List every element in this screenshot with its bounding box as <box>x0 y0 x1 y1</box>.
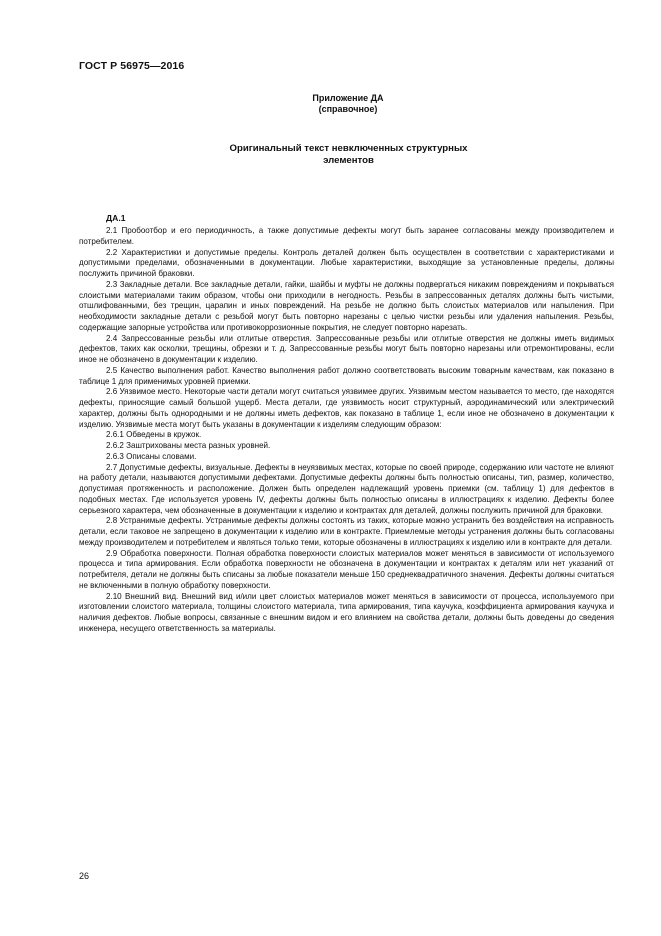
paragraph-2-6-2: 2.6.2 Заштрихованы места разных уровней. <box>106 441 271 450</box>
title-line-2: элементов <box>323 155 374 166</box>
page-title <box>0 143 661 167</box>
paragraph-2-1: 2.1 Пробоотбор и его периодичность, а также допустимые дефекты могут быть заранее согласованы между производителем и потребителем. <box>79 226 614 246</box>
paragraph-2-10: 2.10 Внешний вид. Внешний вид и/или цвет слоистых материалов может меняться в зависимости от процесса, используемого при изготовлении слоистого материала, толщины слоистого материала, типа армирования, типа каучука, коэффициента армирования каучука и наличия дефектов. Любые вопросы, связанные с внешним видом и его влиянием на свойства детали, должны быть доведены до сведения инженера, несущего ответственность за материалы. <box>79 591 614 633</box>
document-id: ГОСТ Р 56975—2016 <box>79 60 185 72</box>
paragraph-2-6-1: 2.6.1 Обведены в кружок. <box>106 430 202 440</box>
page-number: 26 <box>79 871 90 881</box>
paragraph-2-3: 2.3 Закладные детали. Все закладные детали, гайки, шайбы и муфты не должны подвергаться никаким повреждениям и покрываться слоистыми материалами таким образом, чтобы они приходили в негодность. Резьбы в запрессованных деталях должны быть чистыми, отшлифованными, без трещин, царапин и иных повреждений. На резьбе не должно быть слоистых материалов или напыления. При необходимости закладные детали с резьбой могут быть повторно нарезаны с целью чистки резьбы или удаления напыления. Резьбы, содержащие запорные устройства или противокоррозионные покрытия, не следует повторно нарезать. <box>79 279 614 332</box>
paragraph-2-8: 2.8 Устранимые дефекты. Устранимые дефекты должны состоять из таких, которые можно устранить без воздействия на исправность детали, если таковое не запрещено в документации к изделию или в контракте. Приемлемые методы устранения должны быть согласованы между производителем и потребителем и являться только теми, которые обозначены в иллюстрациях к изделию или в контракте для детали. <box>79 516 614 547</box>
paragraph-2-5: 2.5 Качество выполнения работ. Качество выполнения работ должно соответствовать высоким товарным качествам, как показано в таблице 1 для применимых уровней приемки. <box>79 365 614 386</box>
title-line-1: Оригинальный текст невключенных структурных <box>229 143 468 154</box>
body-text <box>79 226 614 635</box>
paragraph-2-6: 2.6 Уязвимое место. Некоторые части детали могут считаться уязвимее других. Уязвимым местом называется то место, где находятся дефекты, приносящие самый большой ущерб. Места детали, где уязвимость носит структурный, аэродинамический или электрический характер, должны быть однородными и не должны иметь дефектов, как показано в таблице 1, если иное не обозначено в документации к изделию. Уязвимые места могут быть указаны в документации к изделиям следующим образом: <box>79 387 614 429</box>
paragraph-2-2: 2.2 Характеристики и допустимые пределы. Контроль деталей должен быть осуществлен в соответствии с характеристиками и допустимыми пределами, обозначенными в документации. Любые характеристики, выходящие за установленные пределы, должны послужить причиной браковки. <box>79 247 614 278</box>
appendix-label: Приложение ДА <box>312 93 384 103</box>
paragraph-2-4: 2.4 Запрессованные резьбы или отлитые отверстия. Запрессованные резьбы или отлитые отверстия не должны иметь видимых дефектов, таких как осколки, трещины, обрезки и т. д. Запрессованные резьбы могут быть повторно нарезаны или отремонтированы, если иное не обозначено в документации к изделию. <box>79 333 614 364</box>
paragraph-2-9: 2.9 Обработка поверхности. Полная обработка поверхности слоистых материалов может меняться в зависимости от используемого процесса и типа армирования. Если обработка поверхности не обозначена в документации и контрактах к деталям или нет указаний от потребителя, детали не должны быть списаны за любые показатели меньше 150 среднеквадратичного значения. Дефекты должны считаться не включенными в полную обработку поверхности. <box>79 548 614 590</box>
paragraph-2-7: 2.7 Допустимые дефекты, визуальные. Дефекты в неуязвимых местах, которые по своей природе, содержанию или частоте не влияют на работу детали, называются допустимыми дефектами. Допустимые дефекты должны быть полностью описаны, тип, размер, количество, допустимая протяженность и расположение. Должен быть определен надлежащий уровень приемки (см. таблицу 1) для дефектов в подобных местах. Где используется уровень IV, дефекты должны быть полностью описаны в иллюстрациях к изделию. Дефекты более серьезного характера, чем обозначенные в документации к изделию и контрактах для деталей, должны послужить причиной для браковки. <box>79 462 614 515</box>
appendix-heading <box>0 93 661 115</box>
section-label: ДА.1 <box>106 213 126 223</box>
appendix-note: (справочное) <box>318 104 378 114</box>
paragraph-2-6-3: 2.6.3 Описаны словами. <box>106 451 197 461</box>
